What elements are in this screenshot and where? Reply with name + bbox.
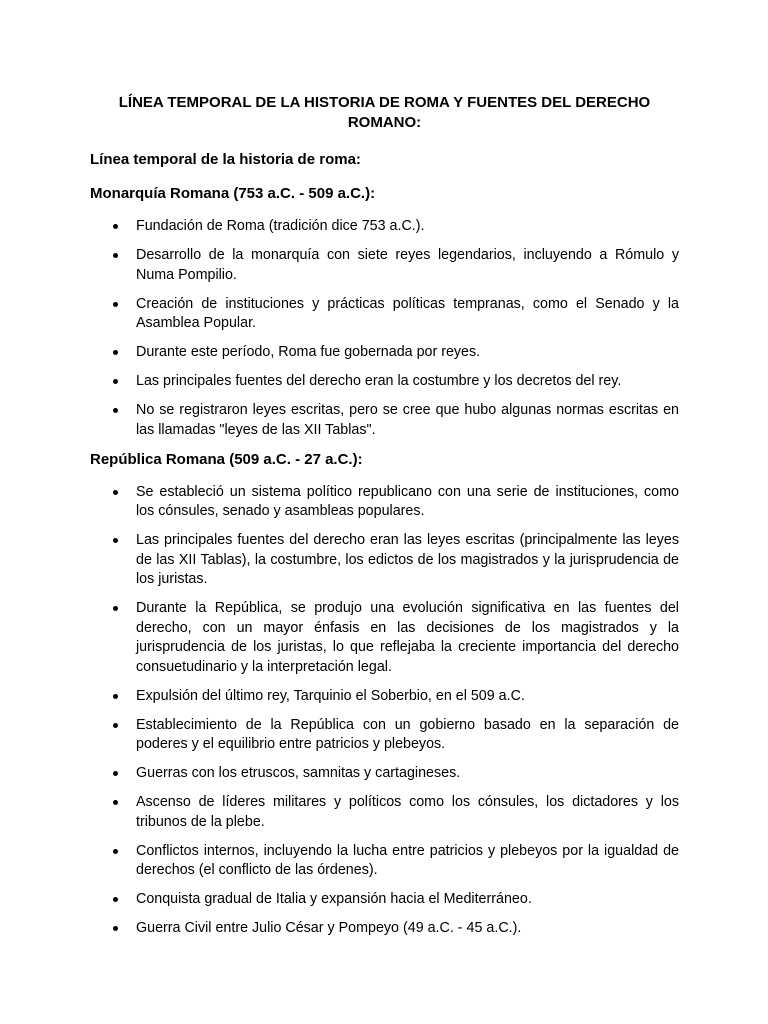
bullet-list [90, 483, 679, 939]
list-item-text: Expulsión del último rey, Tarquinio el Soberbio, en el 509 a.C. [136, 687, 525, 704]
bullet-icon [113, 408, 118, 413]
list-item-text: Se estableció un sistema político republicano con una serie de instituciones, como los cónsules, senado y asambleas populares. [136, 483, 679, 519]
list-item [90, 793, 679, 832]
list-item-text: Conquista gradual de Italia y expansión hacia el Mediterráneo. [136, 891, 532, 907]
bullet-icon [113, 538, 118, 543]
list-item-text: Durante la República, se produjo una evolución significativa en las fuentes del derecho, con un mayor énfasis en las decisiones de los magistrados y la jurisprudencia de los juristas, lo que reflejaba la creciente importancia del derecho consuetudinario y la interpretación legal. [136, 600, 679, 675]
bullet-icon [113, 723, 118, 728]
list-item [90, 687, 679, 707]
list-item-text: Guerra Civil entre Julio César y Pompeyo (49 a.C. - 45 a.C.). [136, 920, 522, 936]
list-item [90, 246, 679, 285]
list-item-text: Creación de instituciones y prácticas políticas tempranas, como el Senado y la Asamblea Popular. [136, 295, 679, 331]
bullet-icon [113, 350, 118, 355]
bullet-icon [113, 253, 118, 258]
bullet-icon [113, 800, 118, 805]
bullet-icon [113, 379, 118, 384]
bullet-icon [113, 302, 118, 307]
bullet-icon [113, 926, 118, 931]
list-item [90, 483, 679, 522]
bullet-icon [113, 606, 118, 611]
list-item-text: Las principales fuentes del derecho eran las leyes escritas (principalmente las leyes de las XII Tablas), la costumbre, los edictos de los magistrados y la jurisprudencia de los juristas. [136, 532, 679, 587]
list-item [90, 401, 679, 440]
bullet-icon [113, 771, 118, 776]
list-item-text: Desarrollo de la monarquía con siete reyes legendarios, incluyendo a Rómulo y Numa Pompilio. [136, 247, 679, 283]
list-item-text: Durante este período, Roma fue gobernada por reyes. [136, 344, 481, 360]
list-item [90, 295, 679, 334]
timeline-subtitle: Línea temporal de la historia de roma: [90, 151, 361, 168]
bullet-icon [113, 849, 118, 854]
list-item-text: Establecimiento de la República con un gobierno basado en la separación de poderes y el equilibrio entre patricios y plebeyos. [136, 716, 679, 752]
list-item [90, 217, 679, 237]
list-item [90, 372, 679, 392]
section-heading: República Romana (509 a.C. - 27 a.C.): [90, 450, 363, 468]
list-item [90, 531, 679, 590]
list-item-text: No se registraron leyes escritas, pero se cree que hubo algunas normas escritas en las llamadas "leyes de las XII Tablas". [136, 402, 679, 438]
list-item [90, 343, 679, 363]
list-item-text: Conflictos internos, incluyendo la lucha entre patricios y plebeyos por la igualdad de derechos (el conflicto de las órdenes). [136, 842, 679, 878]
list-item [90, 599, 679, 677]
bullet-list [90, 217, 679, 440]
list-item-text: Las principales fuentes del derecho eran la costumbre y los decretos del rey. [136, 373, 622, 389]
sections-container [90, 184, 679, 939]
section-heading: Monarquía Romana (753 a.C. - 509 a.C.): [90, 185, 376, 202]
document-title: LÍNEA TEMPORAL DE LA HISTORIA DE ROMA Y FUENTES DEL DERECHO ROMANO: [118, 94, 651, 131]
bullet-icon [113, 490, 118, 495]
list-item-text: Ascenso de líderes militares y políticos como los cónsules, los dictadores y los tribunos de la plebe. [136, 794, 679, 830]
list-item-text: Fundación de Roma (tradición dice 753 a.C.). [136, 218, 425, 234]
list-item [90, 890, 679, 910]
list-item [90, 716, 679, 755]
list-item-text: Guerras con los etruscos, samnitas y cartagineses. [136, 765, 461, 781]
bullet-icon [113, 224, 118, 229]
list-item [90, 919, 679, 939]
list-item [90, 842, 679, 881]
bullet-icon [113, 694, 118, 699]
list-item [90, 764, 679, 784]
document-page [90, 93, 679, 948]
bullet-icon [113, 897, 118, 902]
